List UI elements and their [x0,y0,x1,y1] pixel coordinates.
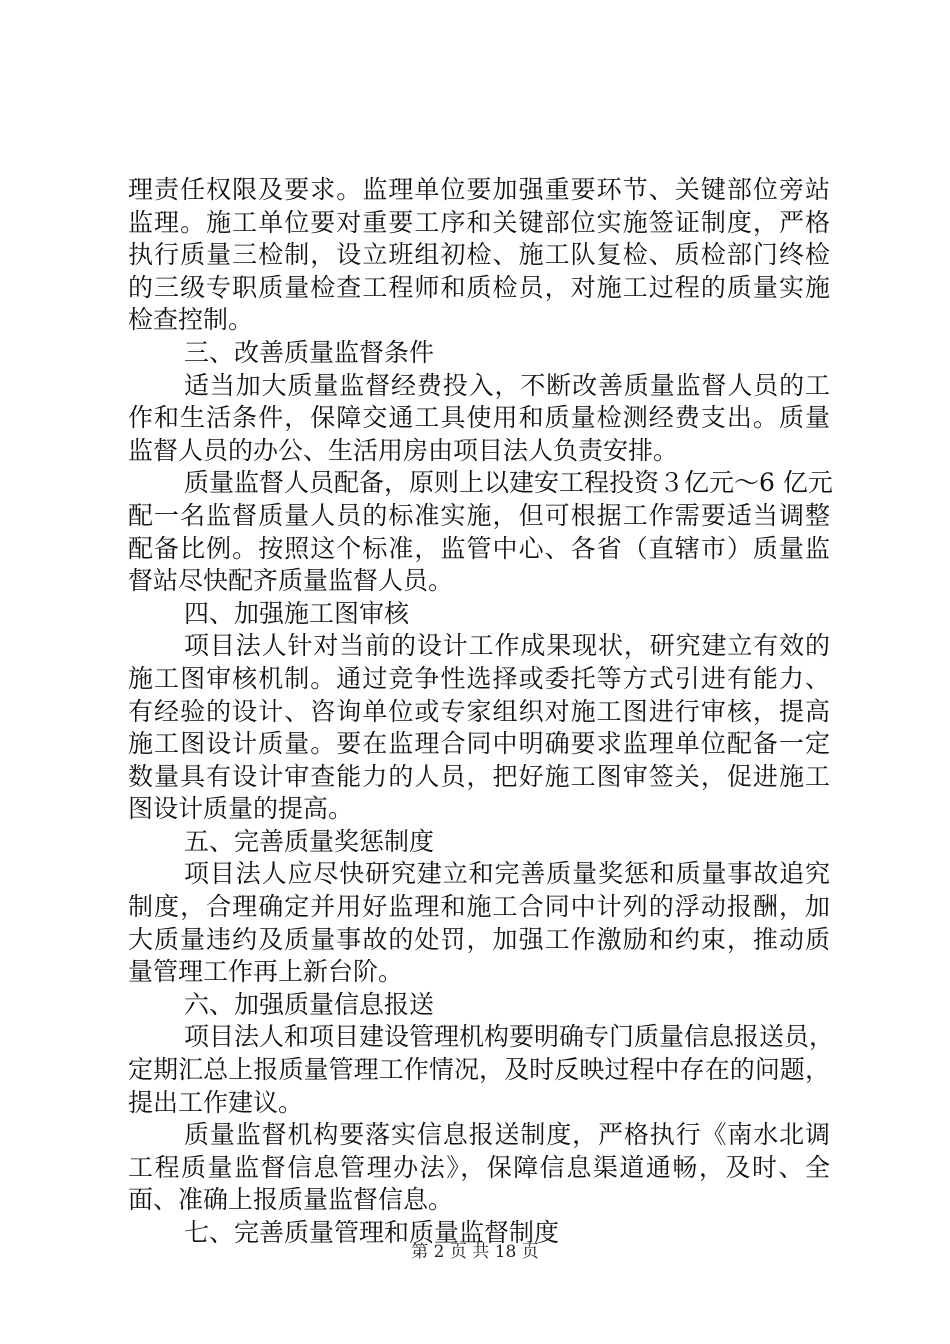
text-line: 定期汇总上报质量管理工作情况，及时反映过程中存在的问题， [128,1055,830,1085]
text-line: 作和生活条件，保障交通工具使用和质量检测经费支出。质量 [128,403,830,433]
text-line: 督站尽快配齐质量监督人员。 [128,566,454,596]
text-line: 检查控制。 [128,305,254,335]
text-line: 监理。施工单位要对重要工序和关键部位实施签证制度，严格 [128,207,830,237]
text-line: 配一名监督质量人员的标准实施，但可根据工作需要适当调整 [128,500,830,530]
text-line: 图设计质量的提高。 [128,794,354,824]
text-line: 三、改善质量监督条件 [184,337,435,367]
text-line: 执行质量三检制，设立班组初检、施工队复检、质检部门终检 [128,240,830,270]
text-line: 质量监督人员配备，原则上以建安工程投资３亿元～6 亿元 [184,468,833,498]
document-body [128,174,835,1250]
text-line: 施工图设计质量。要在监理合同中明确要求监理单位配备一定 [128,729,830,759]
text-line: 量管理工作再上新台阶。 [128,957,404,987]
page-footer: 第 2 页 共 18 页 [411,1242,539,1262]
text-line: 数量具有设计审查能力的人员，把好施工图审签关，促进施工 [128,761,830,791]
text-line: 施工图审核机制。通过竞争性选择或委托等方式引进有能力、 [128,663,830,693]
text-line: 五、完善质量奖惩制度 [184,826,435,856]
text-line: 制度，合理确定并用好监理和施工合同中计列的浮动报酬，加 [128,892,830,922]
text-line: 质量监督机构要落实信息报送制度，严格执行《南水北调 [184,1120,830,1150]
text-line: 提出工作建议。 [128,1087,304,1117]
text-line: 适当加大质量监督经费投入，不断改善质量监督人员的工 [184,370,830,400]
text-line: 大质量违约及质量事故的处罚，加强工作激励和约束，推动质 [128,924,830,954]
text-line: 工程质量监督信息管理办法》，保障信息渠道通畅，及时、全 [128,1152,830,1182]
text-line: 七、完善质量管理和质量监督制度 [184,1218,560,1247]
text-line: 六、加强质量信息报送 [184,989,435,1019]
text-line: 配备比例。按照这个标准，监管中心、各省（直辖市）质量监 [128,533,830,563]
text-line: 项目法人针对当前的设计工作成果现状，研究建立有效的 [184,631,830,661]
text-line: 面、准确上报质量监督信息。 [128,1185,454,1215]
text-line: 项目法人和项目建设管理机构要明确专门质量信息报送员， [184,1022,835,1052]
text-line: 的三级专职质量检查工程师和质检员，对施工过程的质量实施 [128,272,830,302]
text-line: 理责任权限及要求。监理单位要加强重要环节、关键部位旁站 [128,175,830,204]
text-line: 监督人员的办公、生活用房由项目法人负责安排。 [128,435,679,465]
text-line: 项目法人应尽快研究建立和完善质量奖惩和质量事故追究 [184,859,830,889]
text-line: 有经验的设计、咨询单位或专家组织对施工图进行审核，提高 [128,696,830,726]
text-line: 四、加强施工图审核 [184,598,410,628]
